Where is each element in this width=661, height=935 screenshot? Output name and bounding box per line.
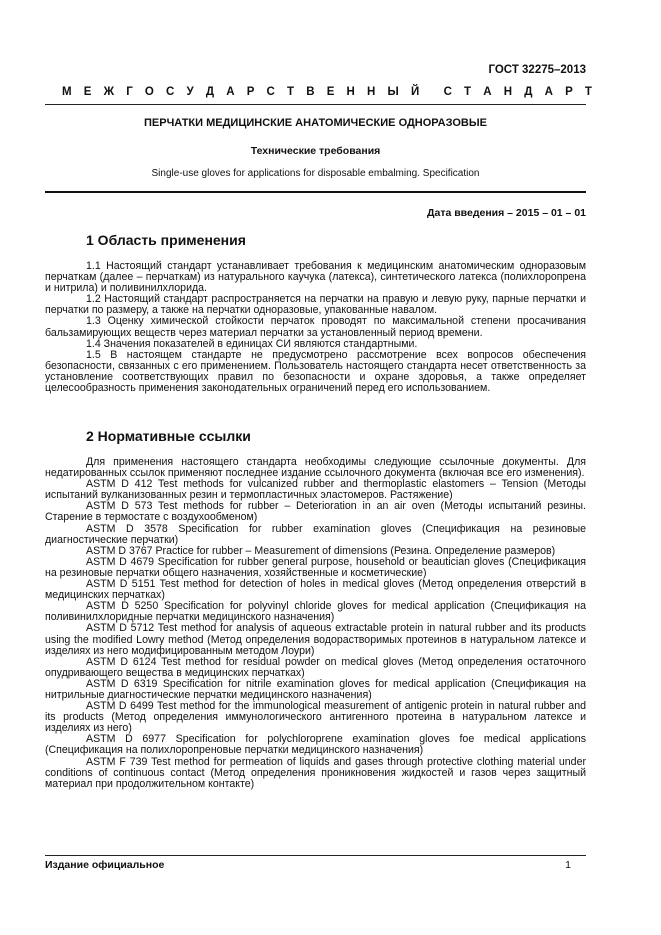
- banner-letter: А: [483, 86, 492, 98]
- banner-letter: Й: [410, 86, 420, 98]
- banner-letter: Ж: [103, 86, 115, 98]
- paragraph: 1.1 Настоящий стандарт устанавливает требования к медицинским анатомическим одноразовым перчаткам (далее – перчаткам) из натурального каучука (латекса), синтетического латекса (полихлоропрена и нитрила) и поливинилхлорида.: [45, 260, 586, 295]
- paragraph: ASTM D 5712 Test method for analysis of aqueous extractable protein in natural rubber and its products using the modified Lowry method (Метод определения водорастворимых протеинов в натуральном латексе и изделиях из него модифицированным методом Лоури): [45, 622, 586, 657]
- paragraph: 1.2 Настоящий стандарт распространяется на перчатки на правую и левую руку, парные перчатки и перчатки по размеру, а также на перчатки одноразовые, упакованные навалом.: [45, 293, 586, 317]
- standard-code: ГОСТ 32275–2013: [488, 64, 586, 76]
- banner-letter: Ы: [387, 86, 399, 98]
- document-english-title: Single-use gloves for applications for disposable embalming. Specification: [151, 168, 480, 179]
- paragraph: ASTM D 4679 Specification for rubber general purpose, household or beautician gloves (Спецификация на резиновые перчатки общего назначения, хозяйственные и косметические): [45, 555, 586, 579]
- introduction-date: Дата введения – 2015 – 01 – 01: [427, 207, 586, 219]
- interstate-standard-banner: [62, 86, 592, 98]
- paragraph: ASTM D 573 Test methods for rubber – Deterioration in an air oven (Методы испытаний резины. Старение в термостате с воздухообменом): [45, 500, 586, 524]
- paragraph: ASTM D 6977 Specification for polychloroprene examination gloves foe medical applications (Спецификация на полихлоропреновые перчатки медицинского назначения): [45, 733, 586, 757]
- banner-letter: Н: [503, 86, 513, 98]
- section-2-body: [45, 457, 586, 790]
- banner-letter: Т: [287, 86, 295, 98]
- banner-letter: Т: [584, 86, 592, 98]
- page-number: 1: [565, 859, 571, 871]
- banner-letter: С: [266, 86, 275, 98]
- banner-letter: Е: [326, 86, 335, 98]
- paragraph: ASTM D 6124 Test method for residual powder on medical gloves (Метод определения остаточного опудривающего вещества в медицинских перчатках): [45, 655, 586, 679]
- banner-letter: Р: [565, 86, 573, 98]
- section-2-heading: 2 Нормативные ссылки: [86, 428, 251, 444]
- banner-letter: М: [62, 86, 72, 98]
- banner-letter: Г: [126, 86, 133, 98]
- paragraph: ASTM D 5151 Test method for detection of holes in medical gloves (Метод определения отверстий в медицинских перчатках): [45, 578, 586, 602]
- banner-letter: Д: [524, 86, 533, 98]
- paragraph: 1.5 В настоящем стандарте не предусмотрено рассмотрение всех вопросов обеспечения безопасности, связанных с его применением. Пользователь настоящего стандарта несет ответственность за установление соответствующих правил по безопасности и охране здоровья, а также определяет целесообразность применения законодательных ограничений перед его использованием.: [45, 348, 586, 395]
- banner-letter: С: [443, 86, 452, 98]
- paragraph: ASTM D 412 Test methods for vulcanized rubber and thermoplastic elastomers – Tension (Методы испытаний вулканизованных резин и термопластичных эластомеров. Растяжение): [45, 478, 586, 502]
- title-rule: [45, 191, 586, 193]
- banner-letter: Д: [205, 86, 215, 98]
- paragraph: ASTM D 6499 Test method for the immunological measurement of antigenic protein in natural rubber and its products (Метод определения иммунологического антигенного протеина в натуральном латексе и изделиях из него): [45, 700, 586, 735]
- banner-letter: В: [306, 86, 315, 98]
- official-edition-label: Издание официальное: [45, 859, 165, 871]
- footer-rule: [45, 855, 586, 856]
- banner-letter: Н: [367, 86, 376, 98]
- banner-letter: О: [144, 86, 154, 98]
- banner-letter: Е: [83, 86, 92, 98]
- banner-rule: [45, 104, 586, 105]
- paragraph: ASTM D 6319 Specification for nitrile examination gloves for medical application (Спецификация на нитрильные диагностические перчатки медицинского назначения): [45, 677, 586, 701]
- banner-letter: А: [226, 86, 235, 98]
- paragraph: ASTM D 3767 Practice for rubber – Measurement of dimensions (Резина. Определение размеров): [86, 544, 556, 557]
- paragraph: ASTM D 5250 Specification for polyvinyl chloride gloves for medical application (Спецификация на поливинилхлоридные перчатки медицинского назначения): [45, 600, 586, 624]
- banner-letter: Н: [346, 86, 355, 98]
- paragraph: 1.3 Оценку химической стойкости перчаток проводят по максимальной степени просачивания бальзамирующих веществ через материал перчатки за установленный период времени.: [45, 315, 586, 339]
- banner-letter: Т: [464, 86, 472, 98]
- banner-letter: Р: [246, 86, 255, 98]
- paragraph: 1.4 Значения показателей в единицах СИ являются стандартными.: [86, 337, 418, 350]
- banner-letter: У: [186, 86, 194, 98]
- paragraph: ASTM D 3578 Specification for rubber examination gloves (Спецификация на резиновые диагностические перчатки): [45, 522, 586, 546]
- document-title: ПЕРЧАТКИ МЕДИЦИНСКИЕ АНАТОМИЧЕСКИЕ ОДНОРАЗОВЫЕ: [144, 117, 487, 129]
- document-subtitle: Технические требования: [250, 145, 381, 157]
- banner-letter: С: [166, 86, 175, 98]
- banner-letter: А: [544, 86, 553, 98]
- paragraph: Для применения настоящего стандарта необходимы следующие ссылочные документы. Для недатированных ссылок применяют последнее издание ссылочного документа (включая все его изменения).: [45, 456, 586, 480]
- section-1-heading: 1 Область применения: [86, 232, 246, 248]
- paragraph: ASTM F 739 Test method for permeation of liquids and gases through protective clothing material under conditions of continuous contact (Метод определения проникновения жидкостей и газов через защитный материал при продолжительном контакте): [45, 755, 586, 790]
- section-1-body: [45, 261, 586, 394]
